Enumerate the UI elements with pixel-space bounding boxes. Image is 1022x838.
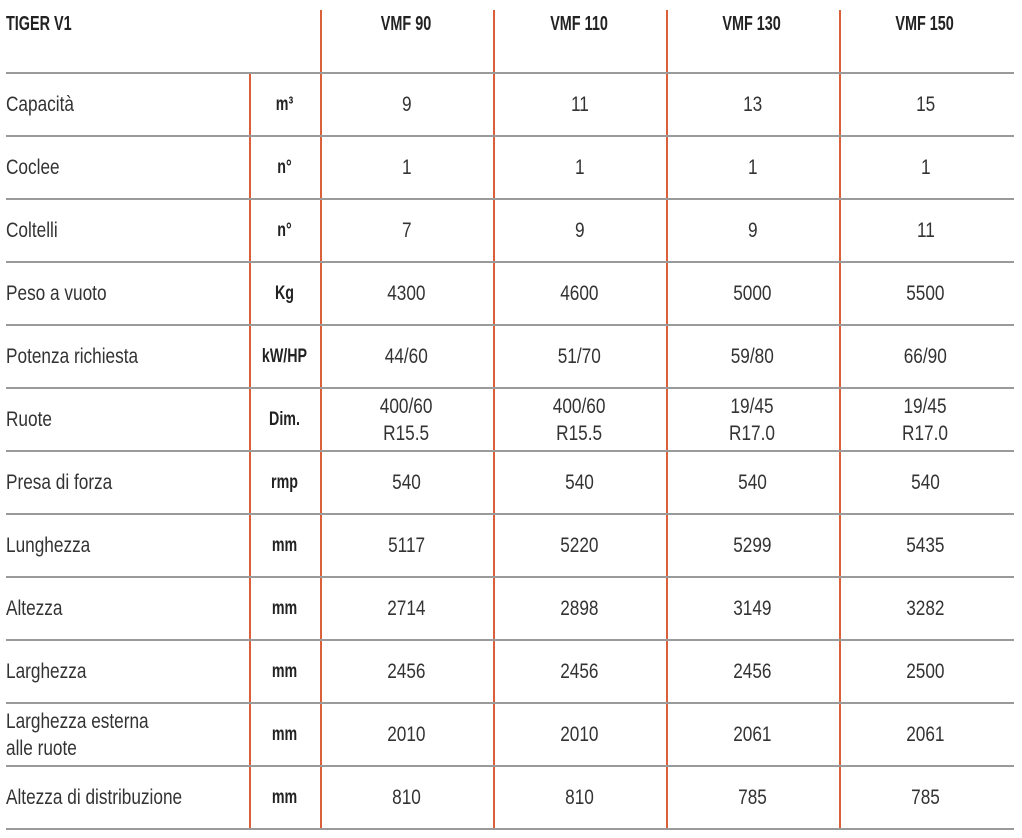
row-label-text: Coltelli: [6, 219, 58, 242]
value-cell: [493, 389, 666, 450]
row-label: [6, 74, 246, 135]
model-header: [839, 10, 1011, 38]
row-unit: kW/HP: [261, 345, 308, 367]
value-text: 11: [916, 219, 935, 242]
row-label-text: Altezza di distribuzione: [6, 786, 183, 809]
row-label: [6, 578, 246, 639]
value-text: 2456: [733, 660, 772, 683]
value-cell: [839, 452, 1012, 513]
value-text: 540: [565, 471, 594, 494]
row-unit: mm: [271, 723, 298, 745]
value-cell: [666, 767, 839, 828]
value-text: 400/60 R15.5: [380, 394, 433, 445]
value-text: 2061: [733, 723, 772, 746]
value-text: 1: [747, 156, 758, 179]
value-cell: [839, 641, 1012, 702]
value-cell: [666, 137, 839, 198]
model-header: [320, 10, 492, 38]
row-label: [6, 389, 246, 450]
table-title-text: TIGER V1: [6, 12, 72, 35]
value-text: 66/90: [903, 345, 948, 368]
value-cell: [666, 704, 839, 765]
row-label-text: Potenza richiesta: [6, 345, 139, 368]
row-unit: mm: [271, 786, 298, 808]
row-label-text: Presa di forza: [6, 471, 113, 494]
value-text: 540: [911, 471, 940, 494]
value-cell: [320, 74, 493, 135]
value-cell: [666, 74, 839, 135]
model-header-text: VMF 130: [722, 12, 782, 35]
value-text: 4600: [560, 282, 599, 305]
value-cell: [320, 704, 493, 765]
value-cell: [320, 452, 493, 513]
value-cell: [493, 452, 666, 513]
value-cell: [320, 641, 493, 702]
value-text: 44/60: [384, 345, 429, 368]
value-text: 2010: [387, 723, 426, 746]
value-text: 5000: [733, 282, 772, 305]
value-cell: [493, 515, 666, 576]
value-cell: [839, 704, 1012, 765]
value-cell: [666, 515, 839, 576]
value-cell: [320, 326, 493, 387]
value-text: 1: [401, 156, 412, 179]
value-cell: [320, 137, 493, 198]
row-unit: Kg: [274, 282, 294, 304]
value-text: 2010: [560, 723, 599, 746]
value-cell: [839, 200, 1012, 261]
row-unit: Dim.: [269, 408, 300, 430]
row-label-text: Ruote: [6, 408, 52, 431]
row-label-text: Altezza: [6, 597, 63, 620]
row-label: [6, 137, 246, 198]
value-text: 19/45 R17.0: [902, 394, 949, 445]
row-label: [6, 641, 246, 702]
value-cell: [839, 515, 1012, 576]
value-cell: [493, 200, 666, 261]
row-unit: n°: [277, 156, 292, 178]
value-cell: [493, 137, 666, 198]
row-label-text: Peso a vuoto: [6, 282, 107, 305]
row-unit: mm: [271, 597, 298, 619]
value-text: 9: [574, 219, 585, 242]
row-unit: mm: [271, 534, 298, 556]
row-unit: m³: [275, 93, 294, 115]
row-unit: rmp: [271, 471, 298, 493]
row-label: [6, 767, 246, 828]
value-text: 5220: [560, 534, 599, 557]
value-text: 785: [911, 786, 940, 809]
value-text: 51/70: [557, 345, 602, 368]
value-text: 4300: [387, 282, 426, 305]
value-text: 9: [401, 93, 412, 116]
value-text: 7: [401, 219, 412, 242]
model-header: [493, 10, 665, 38]
value-text: 785: [738, 786, 767, 809]
value-cell: [839, 578, 1012, 639]
value-text: 1: [574, 156, 585, 179]
value-cell: [320, 515, 493, 576]
value-cell: [493, 767, 666, 828]
value-text: 59/80: [730, 345, 775, 368]
value-cell: [839, 263, 1012, 324]
value-text: 540: [738, 471, 767, 494]
row-label: [6, 515, 246, 576]
value-cell: [320, 389, 493, 450]
value-cell: [839, 326, 1012, 387]
row-label: [6, 263, 246, 324]
row-label: [6, 200, 246, 261]
value-cell: [320, 767, 493, 828]
model-header-text: VMF 110: [550, 12, 608, 35]
value-text: 3149: [733, 597, 772, 620]
row-label: [6, 452, 246, 513]
row-label: [6, 704, 246, 765]
value-text: 5117: [387, 534, 426, 557]
value-cell: [493, 263, 666, 324]
row-label-text: Coclee: [6, 156, 60, 179]
value-cell: [839, 74, 1012, 135]
value-text: 11: [570, 93, 589, 116]
value-text: 15: [915, 93, 936, 116]
value-text: 13: [742, 93, 763, 116]
value-text: 400/60 R15.5: [553, 394, 606, 445]
value-cell: [839, 767, 1012, 828]
value-cell: [320, 578, 493, 639]
value-cell: [666, 641, 839, 702]
model-header-text: VMF 150: [895, 12, 955, 35]
value-text: 3282: [906, 597, 945, 620]
value-text: 2898: [560, 597, 599, 620]
value-cell: [320, 263, 493, 324]
value-text: 2456: [387, 660, 426, 683]
value-text: 2714: [387, 597, 426, 620]
value-cell: [493, 578, 666, 639]
row-label-text: Lunghezza: [6, 534, 91, 557]
row-unit: n°: [277, 219, 292, 241]
value-text: 2456: [560, 660, 599, 683]
value-cell: [493, 641, 666, 702]
row-label: [6, 326, 246, 387]
value-cell: [493, 704, 666, 765]
table-title: [6, 10, 166, 38]
value-text: 2061: [906, 723, 945, 746]
row-label-text: Capacità: [6, 93, 74, 116]
value-text: 9: [747, 219, 758, 242]
value-text: 19/45 R17.0: [729, 394, 776, 445]
value-text: 5500: [906, 282, 945, 305]
model-header-text: VMF 90: [380, 12, 432, 35]
value-cell: [666, 200, 839, 261]
value-cell: [839, 389, 1012, 450]
value-cell: [666, 578, 839, 639]
row-unit: mm: [271, 660, 298, 682]
value-cell: [666, 452, 839, 513]
value-cell: [666, 263, 839, 324]
value-cell: [493, 74, 666, 135]
value-text: 5299: [733, 534, 772, 557]
value-text: 5435: [906, 534, 945, 557]
value-text: 2500: [906, 660, 945, 683]
row-label-text: Larghezza: [6, 660, 87, 683]
value-cell: [666, 326, 839, 387]
value-cell: [839, 137, 1012, 198]
value-cell: [493, 326, 666, 387]
value-text: 1: [920, 156, 931, 179]
value-text: 540: [392, 471, 421, 494]
row-label-text: Larghezza esterna alle ruote: [6, 709, 149, 760]
value-text: 810: [392, 786, 421, 809]
value-text: 810: [565, 786, 594, 809]
model-header: [666, 10, 838, 38]
row-divider: [6, 828, 1014, 830]
value-cell: [666, 389, 839, 450]
value-cell: [320, 200, 493, 261]
